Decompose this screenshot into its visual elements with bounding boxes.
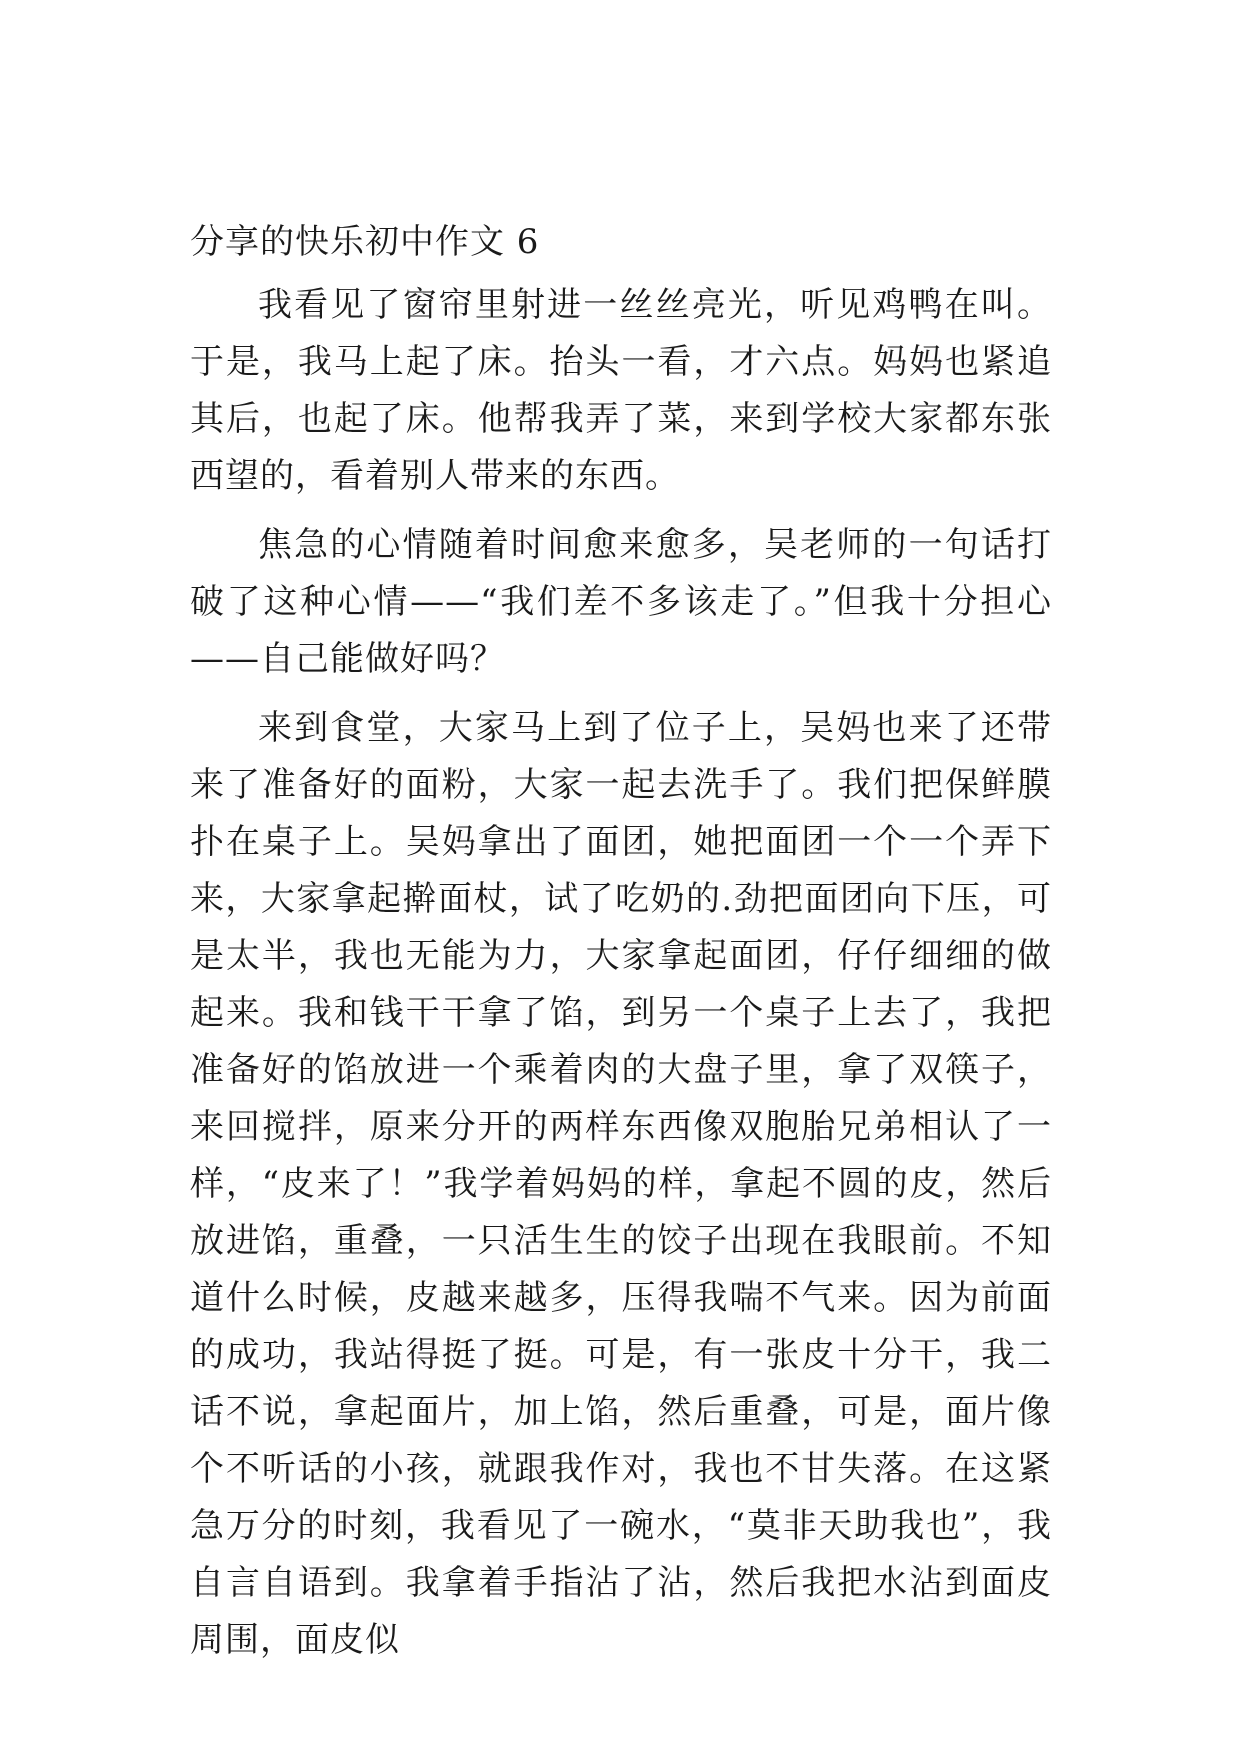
paragraph-1: 我看见了窗帘里射进一丝丝亮光，听见鸡鸭在叫。于是，我马上起了床。抬头一看，才六点。妈妈也紧追其后，也起了床。他帮我弄了菜，来到学校大家都东张西望的，看着别人带来的东西。 <box>190 285 1052 496</box>
paragraph-2: 焦急的心情随着时间愈来愈多，吴老师的一句话打破了这种心情——“我们差不多该走了。”但我十分担心——自己能做好吗？ <box>190 525 1052 679</box>
paragraph-3: 来到食堂，大家马上到了位子上，吴妈也来了还带来了准备好的面粉，大家一起去洗手了。我们把保鲜膜扑在桌子上。吴妈拿出了面团，她把面团一个一个弄下来，大家拿起擀面杖，试了吃奶的.劲把面团向下压，可是太半，我也无能为力，大家拿起面团，仔仔细细的做起来。我和钱干干拿了馅，到另一个桌子上去了，我把准备好的馅放进一个乘着肉的大盘子里，拿了双筷子，来回搅拌，原来分开的两样东西像双胞胎兄弟相认了一样，“皮来了！”我学着妈妈的样，拿起不圆的皮，然后放进馅，重叠，一只活生生的饺子出现在我眼前。不知道什么时候，皮越来越多，压得我喘不气来。因为前面的成功，我站得挺了挺。可是，有一张皮十分干，我二话不说，拿起面片，加上馅，然后重叠，可是，面片像个不听话的小孩，就跟我作对，我也不甘失落。在这紧急万分的时刻，我看见了一碗水，“莫非天助我也”，我自言自语到。我拿着手指沾了沾，然后我把水沾到面皮周围，面皮似 <box>190 708 1052 1660</box>
document-body <box>190 222 1052 1681</box>
document-title: 分享的快乐初中作文 6 <box>190 222 540 262</box>
